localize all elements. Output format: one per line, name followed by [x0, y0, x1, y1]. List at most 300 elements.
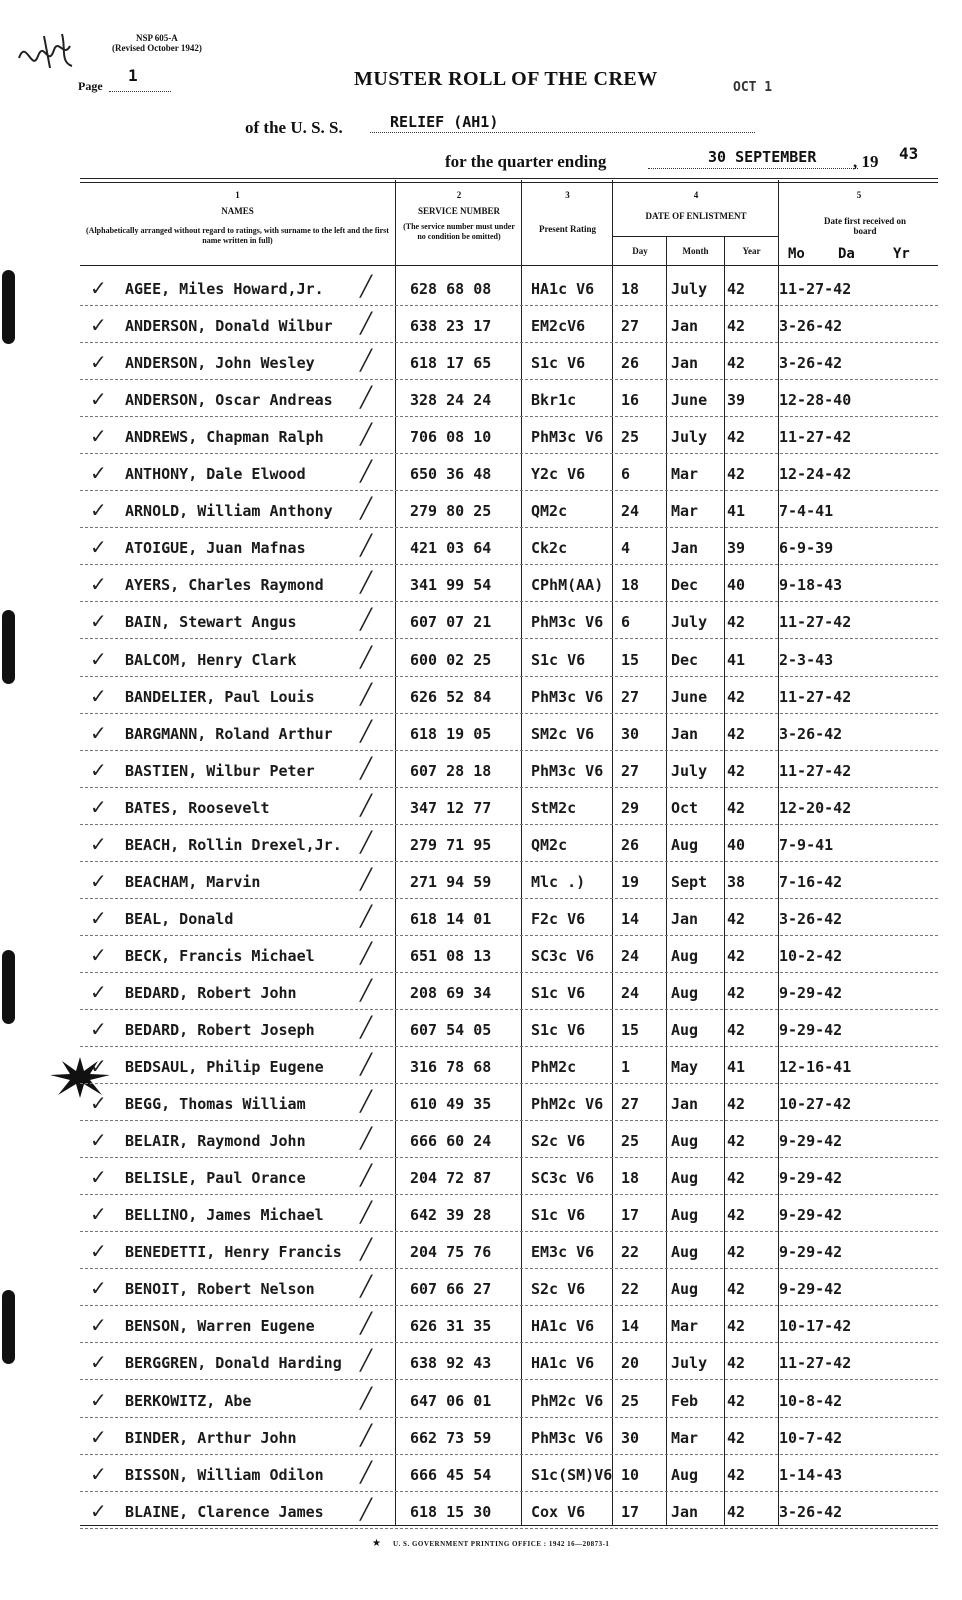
check-slash-icon: ╱	[360, 1496, 373, 1521]
table-top-rule	[80, 178, 938, 179]
cell-rating: PhM2c V6	[531, 1391, 604, 1410]
check-mark-icon: ✓	[90, 720, 107, 745]
cell-name: BEDSAUL, Philip Eugene	[125, 1058, 324, 1077]
col5-header	[780, 190, 938, 236]
cell-received: 11-27-42	[779, 280, 852, 298]
ship-name: RELIEF (AH1)	[390, 113, 499, 131]
cell-day: 26	[621, 354, 640, 373]
cell-day: 25	[621, 1391, 640, 1410]
cell-month: June	[671, 391, 708, 410]
cell-rating: EM3c V6	[531, 1243, 595, 1262]
cell-received: 11-27-42	[779, 613, 852, 632]
check-slash-icon: ╱	[360, 903, 373, 928]
cell-year: 41	[727, 502, 746, 521]
col1-title: NAMES	[221, 206, 254, 216]
cell-day: 18	[621, 280, 640, 298]
cell-name: BEAL, Donald	[125, 909, 234, 928]
cell-name: BLAINE, Clarence James	[125, 1502, 324, 1521]
table-row	[80, 1120, 938, 1158]
col2-note: (The service number must under no condition be omitted)	[403, 222, 515, 241]
cell-received: 7-9-41	[779, 835, 834, 854]
check-mark-icon: ✓	[90, 535, 107, 560]
check-slash-icon: ╱	[360, 1015, 373, 1039]
cell-name: BENEDETTI, Henry Francis	[125, 1243, 342, 1262]
cell-day: 20	[621, 1354, 640, 1373]
check-mark-icon: ✓	[90, 1498, 107, 1523]
cell-month: Aug	[671, 1132, 699, 1151]
check-slash-icon: ╱	[360, 1200, 373, 1225]
cell-rating: Y2c V6	[531, 465, 586, 484]
cell-rating: Bkr1c	[531, 391, 577, 410]
form-number-code: NSP 605-A	[136, 33, 178, 43]
cell-received: 10-17-42	[779, 1317, 852, 1336]
cell-year: 42	[727, 724, 746, 743]
punch-hole	[2, 270, 15, 344]
cell-month: Dec	[671, 576, 699, 595]
punch-hole	[2, 610, 15, 684]
cell-day: 30	[621, 1428, 640, 1447]
check-mark-icon: ✓	[90, 609, 107, 634]
check-slash-icon: ╱	[360, 1126, 373, 1151]
table-row	[80, 898, 938, 936]
cell-service: 662 73 59	[410, 1428, 492, 1447]
check-slash-icon: ╱	[360, 607, 373, 632]
cell-rating: HA1c V6	[531, 1317, 595, 1336]
cell-received: 3-26-42	[779, 317, 843, 336]
cell-month: Aug	[671, 835, 699, 854]
cell-day: 4	[621, 539, 631, 558]
check-mark-icon: ✓	[90, 979, 107, 1004]
cell-name: ANTHONY, Dale Elwood	[125, 465, 306, 484]
cell-service: 647 06 01	[410, 1391, 492, 1410]
cell-name: ANDERSON, John Wesley	[125, 354, 315, 373]
cell-service: 347 12 77	[410, 798, 492, 817]
cell-name: ANDERSON, Oscar Andreas	[125, 391, 333, 410]
col3-number: 3	[565, 190, 570, 200]
cell-day: 22	[621, 1243, 640, 1262]
cell-service: 208 69 34	[410, 983, 492, 1002]
table-row	[80, 305, 938, 343]
check-slash-icon: ╱	[360, 866, 373, 891]
check-slash-icon: ╱	[360, 1089, 373, 1114]
cell-year: 42	[727, 1206, 746, 1225]
check-slash-icon: ╱	[360, 570, 373, 595]
cell-year: 42	[727, 317, 746, 336]
check-mark-icon: ✓	[90, 1054, 107, 1079]
cell-service: 618 15 30	[410, 1502, 492, 1521]
cell-name: BARGMANN, Roland Arthur	[125, 724, 333, 743]
cell-name: BELLINO, James Michael	[125, 1206, 324, 1225]
cell-service: 651 08 13	[410, 946, 492, 965]
cell-service: 607 54 05	[410, 1021, 492, 1039]
check-mark-icon: ✓	[90, 1091, 107, 1116]
cell-rating: S1c V6	[531, 354, 586, 373]
quarter-date: 30 SEPTEMBER	[708, 148, 817, 166]
cell-month: Mar	[671, 1317, 699, 1336]
cell-month: July	[671, 613, 708, 632]
cell-day: 16	[621, 391, 640, 410]
cell-name: BEACH, Rollin Drexel,Jr.	[125, 835, 342, 854]
cell-rating: S1c V6	[531, 650, 586, 669]
check-slash-icon: ╱	[360, 385, 373, 410]
cell-rating: HA1c V6	[531, 280, 595, 298]
year-prefix: , 19	[853, 152, 879, 171]
cell-day: 24	[621, 502, 640, 521]
cell-day: 27	[621, 687, 640, 706]
cell-month: Sept	[671, 872, 708, 891]
cell-rating: F2c V6	[531, 909, 586, 928]
cell-day: 24	[621, 946, 640, 965]
cell-received: 7-4-41	[779, 502, 834, 521]
cell-year: 42	[727, 280, 746, 298]
cell-year: 42	[727, 983, 746, 1002]
check-slash-icon: ╱	[360, 496, 373, 521]
cell-day: 17	[621, 1502, 640, 1521]
check-slash-icon: ╱	[360, 1348, 373, 1373]
cell-rating: SM2c V6	[531, 724, 595, 743]
check-slash-icon: ╱	[360, 348, 373, 373]
cell-rating: S1c V6	[531, 983, 586, 1002]
cell-service: 618 19 05	[410, 724, 492, 743]
check-mark-icon: ✓	[90, 276, 107, 300]
cell-name: BERKOWITZ, Abe	[125, 1391, 252, 1410]
cell-day: 25	[621, 1132, 640, 1151]
cell-name: ARNOLD, William Anthony	[125, 502, 333, 521]
check-mark-icon: ✓	[90, 1387, 107, 1412]
cell-month: Aug	[671, 1169, 699, 1188]
cell-year: 42	[727, 1428, 746, 1447]
quarter-label: for the quarter ending	[445, 152, 607, 171]
col4-title: DATE OF ENLISTMENT	[645, 211, 747, 221]
check-mark-icon: ✓	[90, 683, 107, 708]
cell-rating: PhM3c V6	[531, 613, 604, 632]
cell-year: 42	[727, 428, 746, 447]
cell-service: 618 14 01	[410, 909, 492, 928]
cell-received: 9-29-42	[779, 1243, 843, 1262]
cell-name: BELISLE, Paul Orance	[125, 1169, 306, 1188]
cell-year: 42	[727, 1021, 746, 1039]
cell-received: 3-26-42	[779, 354, 843, 373]
cell-service: 271 94 59	[410, 872, 492, 891]
check-mark-icon: ✓	[90, 1202, 107, 1227]
cell-month: Mar	[671, 502, 699, 521]
check-slash-icon: ╱	[360, 1422, 373, 1447]
table-row	[80, 379, 938, 417]
cell-day: 17	[621, 1206, 640, 1225]
col5-title: Date first received on board	[823, 216, 907, 236]
cell-year: 42	[727, 354, 746, 373]
col3-header	[523, 190, 612, 234]
cell-name: BENOIT, Robert Nelson	[125, 1280, 315, 1299]
cell-received: 12-16-41	[779, 1058, 852, 1077]
check-mark-icon: ✓	[90, 757, 107, 782]
check-slash-icon: ╱	[360, 1385, 373, 1410]
check-mark-icon: ✓	[90, 646, 107, 671]
cell-service: 204 72 87	[410, 1169, 492, 1188]
cell-year: 41	[727, 650, 746, 669]
cell-year: 39	[727, 391, 746, 410]
punch-hole	[2, 1290, 15, 1364]
cell-rating: S1c V6	[531, 1206, 586, 1225]
cell-year: 42	[727, 946, 746, 965]
ship-label: of the U. S. S.	[245, 118, 343, 137]
cell-name: ANDERSON, Donald Wilbur	[125, 317, 333, 336]
table-row	[80, 601, 938, 639]
col5-number: 5	[856, 190, 862, 200]
check-mark-icon: ✓	[90, 1165, 107, 1190]
cell-name: BAIN, Stewart Angus	[125, 613, 297, 632]
cell-month: July	[671, 428, 708, 447]
cell-year: 42	[727, 909, 746, 928]
cell-service: 341 99 54	[410, 576, 492, 595]
cell-month: July	[671, 761, 708, 780]
cell-service: 421 03 64	[410, 539, 492, 558]
col4-number: 4	[693, 190, 699, 200]
cell-service: 628 68 08	[410, 280, 492, 298]
cell-year: 40	[727, 835, 746, 854]
cell-service: 638 23 17	[410, 317, 492, 336]
cell-day: 10	[621, 1465, 640, 1484]
check-mark-icon: ✓	[90, 498, 107, 523]
cell-day: 30	[621, 724, 640, 743]
check-mark-icon: ✓	[90, 313, 107, 338]
handwritten-initials	[14, 28, 84, 83]
col4-year-label: Year	[742, 246, 761, 256]
cell-name: BINDER, Arthur John	[125, 1428, 297, 1447]
cell-received: 11-27-42	[779, 761, 852, 780]
printing-office-footer: U. S. GOVERNMENT PRINTING OFFICE : 1942 16—20873-1	[393, 1540, 610, 1548]
check-mark-icon: ✓	[90, 424, 107, 449]
cell-day: 27	[621, 1095, 640, 1114]
cell-month: Jan	[671, 1502, 699, 1521]
cell-name: BERGGREN, Donald Harding	[125, 1354, 342, 1373]
cell-rating: PhM2c V6	[531, 1095, 604, 1114]
table-row	[80, 1009, 938, 1047]
cell-rating: PhM3c V6	[531, 1428, 604, 1447]
cell-day: 1	[621, 1058, 631, 1077]
cell-service: 666 45 54	[410, 1465, 492, 1484]
page-number: 1	[128, 66, 138, 85]
cell-month: Jan	[671, 1095, 699, 1114]
table-row	[80, 1194, 938, 1232]
cell-rating: PhM3c V6	[531, 428, 604, 447]
cell-name: BEDARD, Robert John	[125, 983, 297, 1002]
table-row	[80, 824, 938, 862]
cell-received: 9-29-42	[779, 983, 843, 1002]
cell-rating: StM2c	[531, 798, 577, 817]
cell-service: 607 07 21	[410, 613, 492, 632]
cell-name: BANDELIER, Paul Louis	[125, 687, 315, 706]
table-row	[80, 416, 938, 454]
check-slash-icon: ╱	[360, 1311, 373, 1336]
cell-service: 626 52 84	[410, 687, 492, 706]
col4-day-label: Day	[632, 246, 648, 256]
cell-name: BEACHAM, Marvin	[125, 872, 261, 891]
check-mark-icon: ✓	[90, 1017, 107, 1041]
table-top-rule-2	[80, 182, 938, 183]
check-slash-icon: ╱	[360, 1052, 373, 1077]
cell-received: 7-16-42	[779, 872, 843, 891]
check-mark-icon: ✓	[90, 1239, 107, 1264]
header-bottom-rule	[80, 265, 938, 266]
ship-underline	[370, 132, 755, 133]
cell-service: 666 60 24	[410, 1132, 492, 1151]
cell-day: 24	[621, 983, 640, 1002]
cell-year: 42	[727, 1465, 746, 1484]
table-row	[80, 1231, 938, 1269]
cell-service: 610 49 35	[410, 1095, 492, 1114]
cell-year: 39	[727, 539, 746, 558]
cell-month: Jan	[671, 539, 699, 558]
cell-day: 22	[621, 1280, 640, 1299]
cell-name: BELAIR, Raymond John	[125, 1132, 306, 1151]
table-row	[80, 750, 938, 788]
cell-year: 42	[727, 1095, 746, 1114]
page-label: Page	[78, 79, 103, 93]
form-number	[112, 33, 202, 53]
table-row	[80, 972, 938, 1010]
cell-month: Aug	[671, 983, 699, 1002]
check-mark-icon: ✓	[90, 905, 107, 930]
col2-number: 2	[456, 190, 462, 200]
cell-service: 650 36 48	[410, 465, 492, 484]
cell-name: AGEE, Miles Howard,Jr.	[125, 280, 324, 298]
check-mark-icon: ✓	[90, 1424, 107, 1449]
cell-day: 18	[621, 1169, 640, 1188]
cell-day: 14	[621, 1317, 640, 1336]
check-slash-icon: ╱	[360, 940, 373, 965]
cell-received: 9-29-42	[779, 1169, 843, 1188]
cell-service: 279 80 25	[410, 502, 492, 521]
cell-name: ANDREWS, Chapman Ralph	[125, 428, 324, 447]
cell-rating: Mlc .)	[531, 872, 586, 891]
year-suffix: 43	[899, 144, 919, 163]
check-mark-icon: ✓	[90, 1350, 107, 1375]
check-slash-icon: ╱	[360, 644, 373, 669]
cell-service: 706 08 10	[410, 428, 492, 447]
table-row	[80, 564, 938, 602]
cell-rating: S2c V6	[531, 1132, 586, 1151]
col2-title: SERVICE NUMBER	[418, 206, 500, 216]
col5-yr-label: Yr	[893, 246, 910, 262]
date-stamp: OCT 1	[733, 80, 773, 95]
punch-hole	[2, 950, 15, 1024]
check-slash-icon: ╱	[360, 755, 373, 780]
cell-name: BATES, Roosevelt	[125, 798, 270, 817]
check-slash-icon: ╱	[360, 1163, 373, 1188]
table-row	[80, 639, 938, 677]
cell-rating: PhM2c	[531, 1058, 577, 1077]
cell-service: 204 75 76	[410, 1243, 492, 1262]
check-slash-icon: ╱	[360, 1274, 373, 1299]
table-row	[80, 490, 938, 528]
check-slash-icon: ╱	[360, 792, 373, 817]
cell-month: Jan	[671, 317, 699, 336]
cell-service: 607 28 18	[410, 761, 492, 780]
cell-received: 11-27-42	[779, 1354, 852, 1373]
cell-month: Feb	[671, 1391, 699, 1410]
table-row	[80, 453, 938, 491]
cell-month: Aug	[671, 946, 699, 965]
page-title: MUSTER ROLL OF THE CREW	[354, 68, 658, 90]
cell-service: 642 39 28	[410, 1206, 492, 1225]
cell-day: 25	[621, 428, 640, 447]
col2-header	[397, 190, 521, 242]
cell-month: Mar	[671, 1428, 699, 1447]
page-underline	[109, 91, 171, 92]
cell-service: 607 66 27	[410, 1280, 492, 1299]
cell-name: BALCOM, Henry Clark	[125, 650, 297, 669]
check-slash-icon: ╱	[360, 1237, 373, 1262]
cell-year: 42	[727, 1354, 746, 1373]
cell-received: 11-27-42	[779, 687, 852, 706]
cell-day: 19	[621, 872, 640, 891]
cell-year: 42	[727, 1502, 746, 1521]
cell-received: 9-29-42	[779, 1021, 843, 1039]
cell-year: 42	[727, 1391, 746, 1410]
col1-number: 1	[235, 190, 240, 200]
cell-received: 10-2-42	[779, 946, 843, 965]
col1-note: (Alphabetically arranged without regard to ratings, with surname to the left and the first name written in full)	[86, 226, 389, 245]
cell-rating: S1c(SM)V6	[531, 1465, 613, 1484]
cell-service: 600 02 25	[410, 650, 492, 669]
cell-year: 41	[727, 1058, 746, 1077]
cell-received: 9-29-42	[779, 1280, 843, 1299]
cell-received: 2-3-43	[779, 650, 834, 669]
cell-month: June	[671, 687, 708, 706]
cell-received: 3-26-42	[779, 909, 843, 928]
cell-month: Mar	[671, 465, 699, 484]
cell-received: 9-29-42	[779, 1132, 843, 1151]
cell-day: 15	[621, 650, 640, 669]
cell-rating: Cox V6	[531, 1502, 586, 1521]
table-row	[80, 1417, 938, 1455]
table-row	[80, 1046, 938, 1084]
cell-year: 42	[727, 1169, 746, 1188]
cell-name: BEGG, Thomas William	[125, 1095, 306, 1114]
cell-received: 10-7-42	[779, 1428, 843, 1447]
check-mark-icon: ✓	[90, 1461, 107, 1486]
cell-day: 18	[621, 576, 640, 595]
cell-month: May	[671, 1058, 699, 1077]
table-row	[80, 342, 938, 380]
cell-month: July	[671, 1354, 708, 1373]
check-mark-icon: ✓	[90, 831, 107, 856]
cell-received: 12-28-40	[779, 391, 852, 410]
cell-year: 42	[727, 761, 746, 780]
check-slash-icon: ╱	[360, 977, 373, 1002]
cell-year: 42	[727, 465, 746, 484]
cell-name: ATOIGUE, Juan Mafnas	[125, 539, 306, 558]
table-row	[80, 787, 938, 825]
cell-received: 10-8-42	[779, 1391, 843, 1410]
cell-month: Jan	[671, 724, 699, 743]
cell-service: 638 92 43	[410, 1354, 492, 1373]
cell-rating: SC3c V6	[531, 946, 595, 965]
check-slash-icon: ╱	[360, 274, 373, 298]
check-slash-icon: ╱	[360, 459, 373, 484]
cell-year: 38	[727, 872, 746, 891]
cell-day: 26	[621, 835, 640, 854]
cell-rating: HA1c V6	[531, 1354, 595, 1373]
check-mark-icon: ✓	[90, 942, 107, 967]
cell-month: July	[671, 280, 708, 298]
cell-year: 42	[727, 798, 746, 817]
cell-month: Oct	[671, 798, 699, 817]
enlistment-subheader-rule	[612, 236, 778, 237]
cell-rating: QM2c	[531, 835, 568, 854]
col5-mo-label: Mo	[788, 246, 805, 262]
